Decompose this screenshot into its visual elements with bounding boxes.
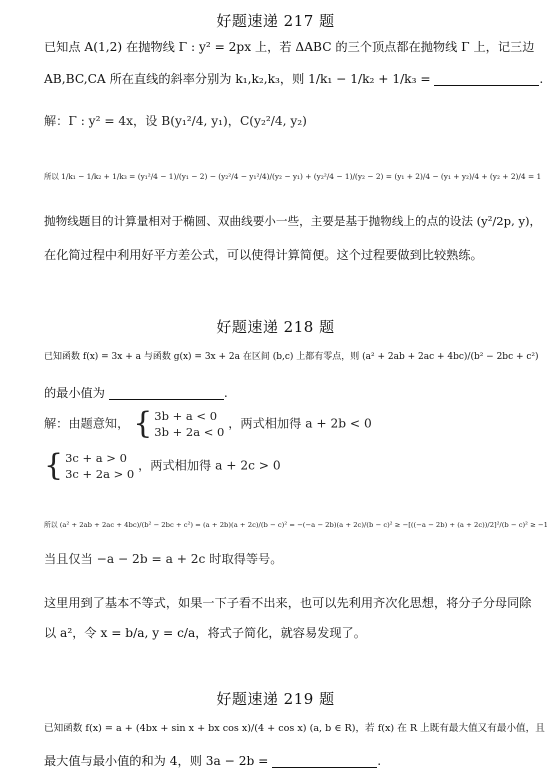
p218-solution-chain: 所以 (a² + 2ab + 2ac + 4bc)/(b² − 2bc + c²) = (a + 2b)(a + 2c)/(b − c)² = −(−a − 2b)(a + 2c)/(b − c)² ≥ −[((−a − 2b) + (a + 2c))/2]²/(b − c)² ≥ −1: [44, 521, 548, 529]
p218-equality-condition: 当且仅当 −a − 2b = a + 2c 时取得等号。: [44, 552, 283, 566]
p218-solution-system-2: [44, 450, 281, 482]
p217-statement-line-2: AB,BC,CA 所在直线的斜率分别为 k₁,k₂,k₃，则 1/k₁ − 1/k₂ + 1/k₃ = .: [44, 72, 544, 86]
inequality-2a: 3c + a > 0: [65, 451, 127, 465]
inequality-system-1: [154, 408, 224, 440]
p217-solution-line-1: 解：Γ : y² = 4x，设 B(y₁²/4, y₁)，C(y₂²/4, y₂): [44, 114, 307, 128]
p219-statement-line-2-text: 最大值与最小值的和为 4，则 3a − 2b =: [44, 754, 269, 768]
problem-217-title: 好题速递 217 题: [216, 12, 335, 30]
left-brace: {: [133, 406, 153, 441]
p217-comment-line-1: 抛物线题目的计算量相对于椭圆、双曲线要小一些，主要是基于抛物线上的点的设法 (y²/2p, y)，: [44, 214, 542, 228]
answer-blank: [109, 387, 224, 400]
p218-statement-line-2-text: 的最小值为: [44, 386, 105, 400]
p219-statement-line-1: 已知函数 f(x) = a + (4bx + sin x + bx cos x)/(4 + cos x) (a, b ∈ R)，若 f(x) 在 R 上既有最大值又有最小值，且: [44, 723, 545, 734]
p219-statement-line-2: 最大值与最小值的和为 4，则 3a − 2b = .: [44, 754, 382, 768]
p218-solution-system-1: [44, 408, 372, 440]
problem-218-title: 好题速递 218 题: [216, 318, 335, 336]
p218-statement-line-2: 的最小值为 .: [44, 386, 228, 400]
problem-219-title: 好题速递 219 题: [216, 690, 335, 708]
p218-statement-line-1: 已知函数 f(x) = 3x + a 与函数 g(x) = 3x + 2a 在区间 (b,c) 上都有零点，则 (a² + 2ab + 2ac + 4bc)/(b² − 2bc + c²): [44, 352, 539, 362]
answer-blank: [272, 755, 377, 768]
inequality-2b: 3c + 2a > 0: [65, 467, 135, 481]
answer-blank: [434, 73, 539, 86]
inequality-1a: 3b + a < 0: [154, 409, 218, 423]
p217-statement-line-2-text: AB,BC,CA 所在直线的斜率分别为 k₁,k₂,k₃，则 1/k₁ − 1/k₂ + 1/k₃ =: [44, 72, 431, 86]
p217-statement-line-1: 已知点 A(1,2) 在抛物线 Γ : y² = 2px 上，若 ΔABC 的三个顶点都在抛物线 Γ 上，记三边: [44, 40, 535, 54]
p218-comment-line-1: 这里用到了基本不等式，如果一下子看不出来，也可以先利用齐次化思想，将分子分母同除: [44, 596, 532, 610]
p218-solution-intro: 解：由题意知，: [44, 416, 130, 431]
p217-solution-line-2: 所以 1/k₁ − 1/k₂ + 1/k₃ = (y₁²/4 − 1)/(y₁ − 2) − (y₂²/4 − y₁²/4)/(y₂ − y₁) + (y₂²/4 − 1)/(y₂ − 2) = (y₁ + 2)/4 − (y₁ + y₂)/4 + (y₂ + 2)/4 = 1: [44, 172, 542, 181]
p218-sum-2: ，两式相加得 a + 2c > 0: [138, 458, 281, 473]
p218-sum-1: ，两式相加得 a + 2b < 0: [228, 416, 372, 431]
inequality-system-2: [65, 450, 134, 482]
left-brace: {: [44, 448, 64, 483]
inequality-1b: 3b + 2a < 0: [154, 425, 225, 439]
p218-comment-line-2: 以 a²，令 x = b/a, y = c/a，将式子简化，就容易发现了。: [44, 626, 366, 640]
p217-comment-line-2: 在化简过程中利用好平方差公式，可以使得计算简便。这个过程要做到比较熟练。: [44, 248, 483, 262]
